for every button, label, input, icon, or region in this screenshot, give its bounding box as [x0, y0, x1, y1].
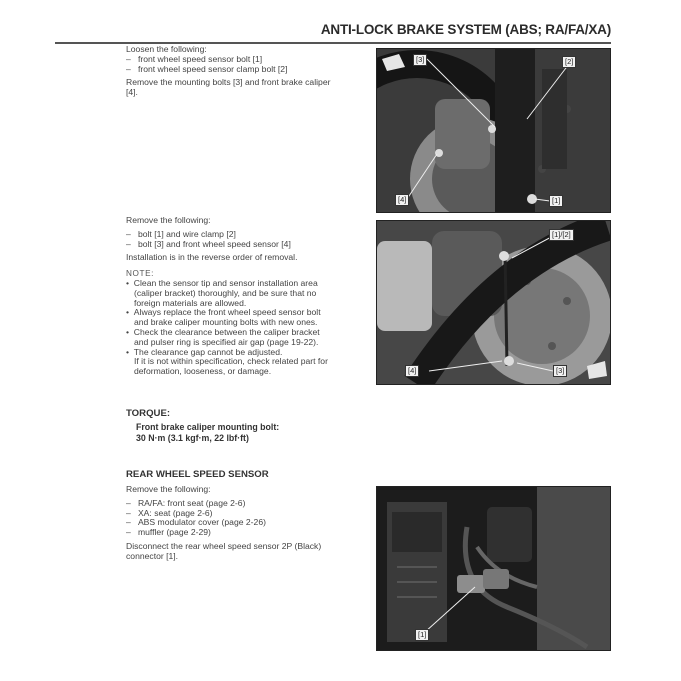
note-bullet: • The clearance gap cannot be adjusted. — [126, 346, 283, 357]
note-bullet-cont: and pulser ring is specified air gap (page 19-22). — [134, 336, 319, 347]
page-header — [55, 22, 611, 44]
installation-text: Installation is in the reverse order of removal. — [126, 252, 298, 263]
figure2-callout-1-2: [1]/[2] — [549, 229, 574, 241]
section1-item: – front wheel speed sensor clamp bolt [2] — [126, 63, 288, 74]
figure1-callout-4: [4] — [395, 194, 409, 206]
rear-instruction-cont: connector [1]. — [126, 550, 179, 561]
figure1-illustration — [377, 49, 610, 212]
section1-intro: Loosen the following: — [126, 44, 207, 54]
section2-item: – bolt [3] and front wheel speed sensor [4] — [126, 238, 291, 249]
note-bullet-cont: deformation, looseness, or damage. — [134, 366, 272, 377]
rear-section-text — [126, 485, 371, 562]
figure1-callout-1: [1] — [549, 195, 563, 207]
section1-text — [126, 45, 371, 98]
torque-value: 30 N·m (3.1 kgf·m, 22 lbf·ft) — [136, 433, 249, 443]
rear-item: – RA/FA: front seat (page 2-6) — [126, 497, 246, 508]
rear-item: – ABS modulator cover (page 2-26) — [126, 517, 266, 528]
figure3-illustration — [377, 487, 610, 650]
figure2-sensor-photo — [376, 220, 611, 385]
figure2-callout-4: [4] — [405, 365, 419, 377]
torque-heading: TORQUE: — [126, 408, 171, 419]
rear-item: – muffler (page 2-29) — [126, 527, 211, 538]
rear-sensor-heading: REAR WHEEL SPEED SENSOR — [126, 469, 269, 480]
note-heading: NOTE: — [126, 269, 155, 279]
section2-item: – bolt [1] and wire clamp [2] — [126, 228, 236, 239]
figure1-callout-2: [2] — [562, 56, 576, 68]
note-bullet: • Check the clearance between the caliper bracket — [126, 326, 320, 337]
header-title: ANTI-LOCK BRAKE SYSTEM (ABS; RA/FA/XA) — [320, 22, 611, 37]
section1-instruction: Remove the mounting bolts [3] and front brake caliper — [126, 77, 331, 88]
note-bullet-cont: (caliper bracket) thoroughly, and be sure that no — [134, 287, 317, 298]
figure1-front-caliper-photo — [376, 48, 611, 213]
figure2-illustration — [377, 221, 610, 384]
note-bullet: • Always replace the front wheel speed sensor bolt — [126, 307, 321, 318]
note-bullet: • Clean the sensor tip and sensor installation area — [126, 277, 318, 288]
section1-instruction-cont: [4]. — [126, 87, 138, 98]
figure3-rear-connector-photo — [376, 486, 611, 651]
section2-text — [126, 216, 371, 377]
section1-item: – front wheel speed sensor bolt [1] — [126, 53, 263, 64]
rear-instruction: Disconnect the rear wheel speed sensor 2P (Black) — [126, 540, 322, 551]
note-bullet-cont: foreign materials are allowed. — [134, 297, 247, 308]
torque-spec — [136, 422, 279, 444]
rear-item: – XA: seat (page 2-6) — [126, 507, 213, 518]
section2-intro: Remove the following: — [126, 215, 211, 225]
figure3-callout-1: [1] — [415, 629, 429, 641]
note-bullet-cont: and brake caliper mounting bolts with new ones. — [134, 317, 318, 328]
torque-item: Front brake caliper mounting bolt: — [136, 422, 280, 432]
figure1-callout-3: [3] — [413, 54, 427, 66]
rear-intro: Remove the following: — [126, 484, 211, 494]
note-bullet-cont: If it is not within specification, check related part for — [134, 356, 328, 367]
figure2-callout-3: [3] — [553, 365, 567, 377]
